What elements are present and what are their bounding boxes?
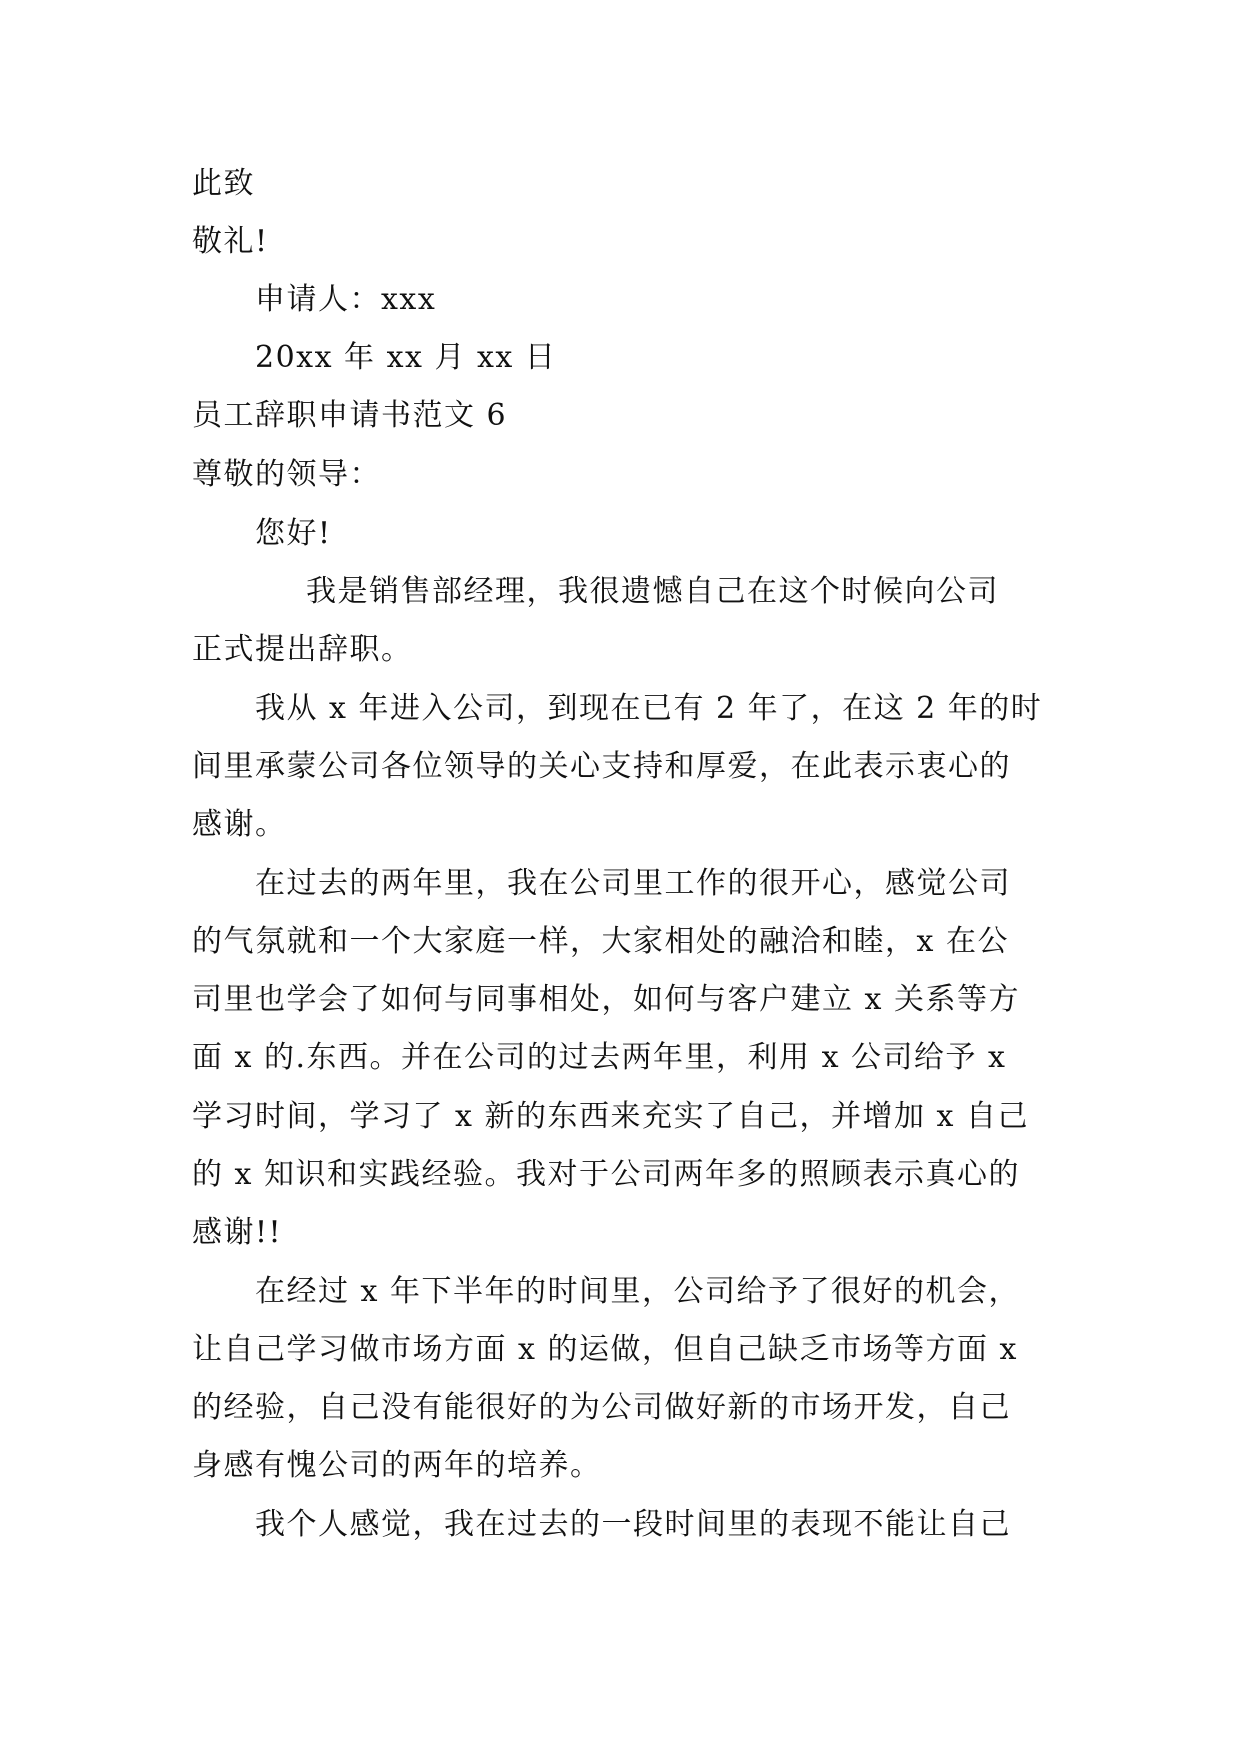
body-line: 的气氛就和一个大家庭一样，大家相处的融洽和睦，x 在公 <box>192 924 1009 959</box>
date-line: 20xx 年 xx 月 xx 日 <box>255 340 557 375</box>
body-line: 面 x 的.东西。并在公司的过去两年里，利用 x 公司给予 x <box>192 1040 1007 1075</box>
salutation: 尊敬的领导： <box>192 457 381 492</box>
body-line: 司里也学会了如何与同事相处，如何与客户建立 x 关系等方 <box>192 982 1020 1017</box>
body-line: 感谢!! <box>192 1215 283 1250</box>
body-line: 我是销售部经理，我很遗憾自己在这个时候向公司 <box>306 574 999 609</box>
body-line: 身感有愧公司的两年的培养。 <box>192 1448 602 1483</box>
body-line: 让自己学习做市场方面 x 的运做，但自己缺乏市场等方面 x <box>192 1332 1018 1367</box>
body-line: 在经过 x 年下半年的时间里，公司给予了很好的机会， <box>255 1274 1020 1309</box>
body-line: 学习时间，学习了 x 新的东西来充实了自己，并增加 x 自己 <box>192 1099 1029 1134</box>
applicant-line: 申请人：xxx <box>255 282 437 317</box>
body-line: 的 x 知识和实践经验。我对于公司两年多的照顾表示真心的 <box>192 1157 1020 1192</box>
body-line: 感谢。 <box>192 807 287 842</box>
body-line: 我从 x 年进入公司，到现在已有 2 年了，在这 2 年的时 <box>255 691 1043 726</box>
body-line: 的经验，自己没有能很好的为公司做好新的市场开发，自己 <box>192 1390 1011 1425</box>
section-heading: 员工辞职申请书范文 6 <box>192 398 508 433</box>
body-line: 间里承蒙公司各位领导的关心支持和厚爱，在此表示衷心的 <box>192 749 1011 784</box>
greeting: 您好! <box>255 516 332 551</box>
closing-line-2: 敬礼! <box>192 224 269 259</box>
body-line: 在过去的两年里，我在公司里工作的很开心，感觉公司 <box>255 866 1011 901</box>
closing-line-1: 此致 <box>192 166 255 201</box>
body-line: 我个人感觉，我在过去的一段时间里的表现不能让自己 <box>255 1507 1011 1542</box>
body-line: 正式提出辞职。 <box>192 632 413 667</box>
